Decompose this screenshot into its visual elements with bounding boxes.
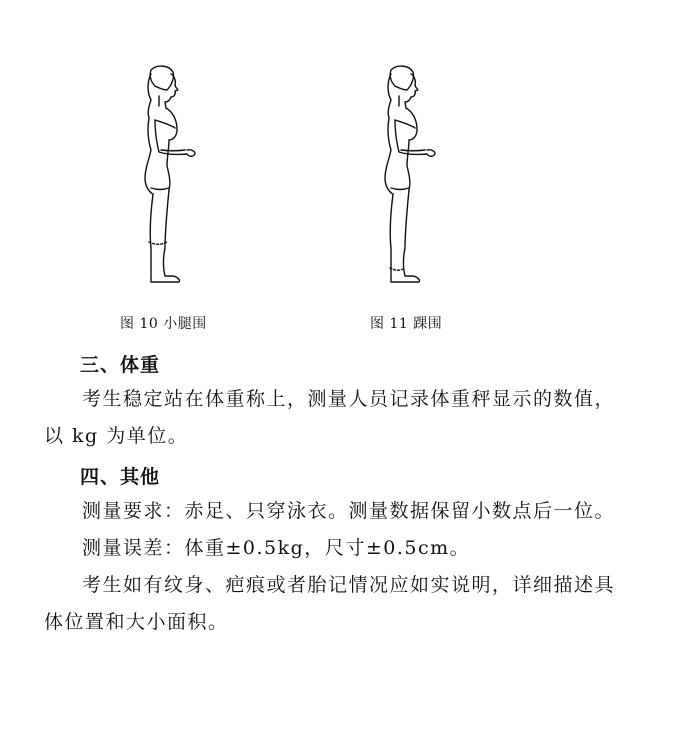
standing-figure-illustration — [345, 60, 465, 290]
section-heading-other: 四、其他 — [80, 466, 161, 488]
figure-caption: 图 10 小腿围 — [120, 316, 207, 332]
paragraph-marks-description: 考生如有纹身、疤痕或者胎记情况应如实说明，详细描述具体位置和大小面积。 — [44, 574, 616, 633]
section-heading-weight: 三、体重 — [80, 354, 161, 376]
figure-caption: 图 11 踝围 — [370, 316, 443, 332]
paragraph-requirements: 测量要求：赤足、只穿泳衣。测量数据保留小数点后一位。 — [82, 500, 616, 522]
paragraph-error-tolerance: 测量误差：体重±0.5kg，尺寸±0.5cm。 — [82, 537, 471, 559]
standing-figure-illustration — [105, 60, 225, 290]
paragraph-weight: 考生稳定站在体重称上，测量人员记录体重秤显示的数值，以 kg 为单位。 — [44, 388, 616, 447]
figure-calf-circumference — [105, 60, 225, 290]
figure-ankle-circumference — [345, 60, 465, 290]
